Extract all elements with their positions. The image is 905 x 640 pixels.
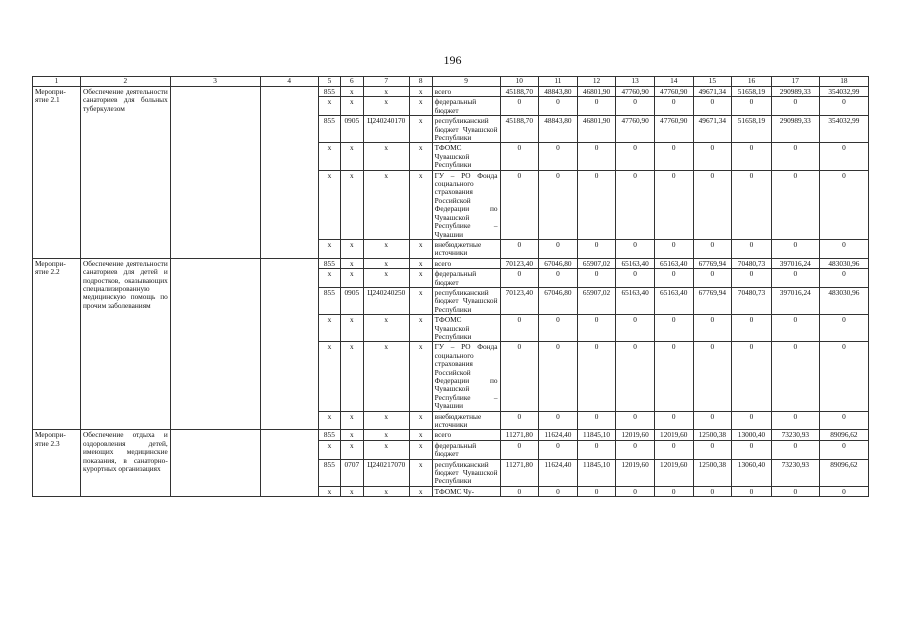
amount-cell: 45188,70	[500, 87, 539, 97]
expense-type-code: x	[409, 143, 432, 170]
amount-cell: 483030,96	[819, 258, 868, 268]
amount-cell: 0	[732, 315, 772, 342]
amount-cell: 0	[819, 239, 868, 258]
amount-cell: 483030,96	[819, 287, 868, 314]
target-article-code: x	[363, 258, 409, 268]
amount-cell: 11271,80	[500, 459, 539, 486]
expense-type-code: x	[409, 440, 432, 459]
grbs-code: 855	[318, 287, 340, 314]
amount-cell: 0	[771, 170, 819, 239]
amount-cell: 0	[693, 315, 732, 342]
amount-cell: 0	[539, 97, 578, 116]
amount-cell: 0	[539, 411, 578, 430]
amount-cell: 0	[577, 97, 616, 116]
amount-cell: 0	[616, 411, 655, 430]
section-code: x	[340, 97, 363, 116]
grbs-code: 855	[318, 430, 340, 440]
expense-type-code: x	[409, 459, 432, 486]
target-article-code: x	[363, 486, 409, 496]
grbs-code: 855	[318, 87, 340, 97]
amount-cell: 51658,19	[732, 87, 772, 97]
amount-cell: 0	[577, 269, 616, 288]
measure-id	[33, 258, 81, 430]
target-article-code: x	[363, 170, 409, 239]
funding-source: внебюджетные источники	[432, 411, 500, 430]
amount-cell: 51658,19	[732, 116, 772, 143]
amount-cell: 0	[693, 411, 732, 430]
amount-cell: 89096,62	[819, 430, 868, 440]
amount-cell: 0	[654, 97, 693, 116]
amount-cell: 0	[771, 411, 819, 430]
amount-cell: 46801,90	[577, 116, 616, 143]
expense-type-code: x	[409, 342, 432, 411]
grbs-code: x	[318, 97, 340, 116]
amount-cell: 65907,02	[577, 287, 616, 314]
target-article-code: Ц240217070	[363, 459, 409, 486]
section-code: x	[340, 430, 363, 440]
page-number: 196	[443, 53, 462, 67]
grbs-code: x	[318, 486, 340, 496]
grbs-code: x	[318, 269, 340, 288]
column-number-4: 4	[260, 77, 318, 87]
amount-cell: 49671,34	[693, 116, 732, 143]
grbs-code: 855	[318, 258, 340, 268]
funding-source: внебюджетные источники	[432, 239, 500, 258]
amount-cell: 0	[819, 411, 868, 430]
column-number-15: 15	[693, 77, 732, 87]
target-article-code: x	[363, 315, 409, 342]
measure-id-line: Меропри-	[35, 87, 66, 96]
measure-id	[33, 87, 81, 259]
expense-type-code: x	[409, 430, 432, 440]
amount-cell: 67769,94	[693, 287, 732, 314]
amount-cell: 0	[500, 269, 539, 288]
target-article-code: x	[363, 239, 409, 258]
amount-cell: 67769,94	[693, 258, 732, 268]
measure-name: Обеспечение отдыха и оздоровления детей, имеющих медицинские показания, в санаторно-курортных организациях	[81, 430, 171, 497]
amount-cell: 46801,90	[577, 87, 616, 97]
col-3-cell	[170, 258, 260, 430]
column-number-18: 18	[819, 77, 868, 87]
amount-cell: 0	[819, 170, 868, 239]
amount-cell: 12019,60	[616, 459, 655, 486]
funding-source: федеральный бюджет	[432, 97, 500, 116]
column-number-3: 3	[170, 77, 260, 87]
amount-cell: 0	[654, 143, 693, 170]
expense-type-code: x	[409, 411, 432, 430]
amount-cell: 0	[577, 411, 616, 430]
amount-cell: 47760,90	[616, 87, 655, 97]
amount-cell: 0	[539, 440, 578, 459]
amount-cell: 0	[616, 486, 655, 496]
funding-source: ГУ – РО Фонда социального страхования Российской Федерации по Чувашской Республике – Чувашии	[432, 170, 500, 239]
amount-cell: 0	[693, 97, 732, 116]
funding-source: ТФОМС Чувашской Республики	[432, 315, 500, 342]
amount-cell: 0	[616, 269, 655, 288]
amount-cell: 290989,33	[771, 87, 819, 97]
amount-cell: 67046,80	[539, 287, 578, 314]
amount-cell: 0	[616, 170, 655, 239]
amount-cell: 0	[616, 239, 655, 258]
amount-cell: 0	[500, 342, 539, 411]
amount-cell: 0	[539, 342, 578, 411]
funding-source: всего	[432, 430, 500, 440]
amount-cell: 0	[732, 411, 772, 430]
amount-cell: 0	[616, 440, 655, 459]
column-number-row	[33, 77, 869, 87]
table-row	[33, 430, 869, 440]
amount-cell: 0	[577, 486, 616, 496]
section-code: x	[340, 342, 363, 411]
column-number-10: 10	[500, 77, 539, 87]
amount-cell: 0	[771, 239, 819, 258]
grbs-code: x	[318, 239, 340, 258]
funding-source: всего	[432, 87, 500, 97]
amount-cell: 65163,40	[654, 258, 693, 268]
grbs-code: x	[318, 342, 340, 411]
amount-cell: 0	[577, 315, 616, 342]
column-number-5: 5	[318, 77, 340, 87]
amount-cell: 0	[654, 315, 693, 342]
column-number-2: 2	[81, 77, 171, 87]
amount-cell: 0	[693, 239, 732, 258]
amount-cell: 0	[577, 239, 616, 258]
section-code: x	[340, 87, 363, 97]
amount-cell: 13000,40	[732, 430, 772, 440]
grbs-code: x	[318, 143, 340, 170]
amount-cell: 0	[819, 269, 868, 288]
expense-type-code: x	[409, 87, 432, 97]
amount-cell: 0	[771, 143, 819, 170]
amount-cell: 11845,10	[577, 459, 616, 486]
amount-cell: 0	[500, 239, 539, 258]
amount-cell: 0	[539, 269, 578, 288]
column-number-16: 16	[732, 77, 772, 87]
amount-cell: 67046,80	[539, 258, 578, 268]
section-code: 0905	[340, 287, 363, 314]
col-3-cell	[170, 87, 260, 259]
amount-cell: 0	[732, 440, 772, 459]
amount-cell: 0	[500, 315, 539, 342]
amount-cell: 0	[693, 269, 732, 288]
amount-cell: 0	[500, 486, 539, 496]
amount-cell: 12019,60	[654, 430, 693, 440]
budget-table	[32, 76, 869, 497]
measure-id-line: ятие 2.1	[35, 95, 60, 105]
expense-type-code: x	[409, 116, 432, 143]
amount-cell: 0	[500, 440, 539, 459]
column-number-12: 12	[577, 77, 616, 87]
column-number-13: 13	[616, 77, 655, 87]
amount-cell: 0	[819, 143, 868, 170]
expense-type-code: x	[409, 258, 432, 268]
amount-cell: 0	[654, 170, 693, 239]
amount-cell: 0	[771, 315, 819, 342]
section-code: 0905	[340, 116, 363, 143]
amount-cell: 73230,93	[771, 459, 819, 486]
amount-cell: 0	[500, 143, 539, 170]
funding-source: всего	[432, 258, 500, 268]
amount-cell: 0	[577, 170, 616, 239]
amount-cell: 12500,38	[693, 430, 732, 440]
amount-cell: 0	[654, 342, 693, 411]
column-number-9: 9	[432, 77, 500, 87]
amount-cell: 0	[654, 486, 693, 496]
target-article-code: x	[363, 97, 409, 116]
amount-cell: 11845,10	[577, 430, 616, 440]
target-article-code: x	[363, 411, 409, 430]
amount-cell: 0	[732, 170, 772, 239]
target-article-code: Ц240240250	[363, 287, 409, 314]
amount-cell: 0	[577, 342, 616, 411]
funding-source: федеральный бюджет	[432, 269, 500, 288]
amount-cell: 45188,70	[500, 116, 539, 143]
section-code: x	[340, 269, 363, 288]
amount-cell: 65163,40	[654, 287, 693, 314]
amount-cell: 354032,99	[819, 87, 868, 97]
table-row	[33, 258, 869, 268]
amount-cell: 0	[500, 411, 539, 430]
expense-type-code: x	[409, 269, 432, 288]
amount-cell: 0	[616, 315, 655, 342]
amount-cell: 48843,80	[539, 116, 578, 143]
amount-cell: 397016,24	[771, 287, 819, 314]
grbs-code: 855	[318, 116, 340, 143]
amount-cell: 0	[539, 239, 578, 258]
funding-source: ТФОМС Чу-	[432, 486, 500, 496]
table-body	[33, 77, 869, 497]
measure-name: Обеспечение деятельности санаториев для больных туберкулезом	[81, 87, 171, 259]
amount-cell: 70480,73	[732, 287, 772, 314]
amount-cell: 0	[539, 143, 578, 170]
amount-cell: 11624,40	[539, 459, 578, 486]
amount-cell: 11624,40	[539, 430, 578, 440]
amount-cell: 0	[732, 486, 772, 496]
amount-cell: 70123,40	[500, 258, 539, 268]
target-article-code: x	[363, 342, 409, 411]
section-code: x	[340, 486, 363, 496]
amount-cell: 0	[819, 315, 868, 342]
amount-cell: 354032,99	[819, 116, 868, 143]
amount-cell: 0	[819, 440, 868, 459]
column-number-14: 14	[654, 77, 693, 87]
section-code: x	[340, 411, 363, 430]
amount-cell: 73230,93	[771, 430, 819, 440]
amount-cell: 0	[732, 143, 772, 170]
section-code: x	[340, 258, 363, 268]
amount-cell: 47760,90	[654, 116, 693, 143]
amount-cell: 0	[693, 486, 732, 496]
funding-source: республиканский бюджет Чувашской Республики	[432, 287, 500, 314]
funding-source: республиканский бюджет Чувашской Республики	[432, 116, 500, 143]
funding-source: ТФОМС Чувашской Республики	[432, 143, 500, 170]
target-article-code: Ц240240170	[363, 116, 409, 143]
section-code: x	[340, 170, 363, 239]
amount-cell: 290989,33	[771, 116, 819, 143]
amount-cell: 0	[616, 97, 655, 116]
amount-cell: 12019,60	[616, 430, 655, 440]
amount-cell: 47760,90	[616, 116, 655, 143]
measure-id-line: Меропри-	[35, 258, 66, 268]
column-number-7: 7	[363, 77, 409, 87]
amount-cell: 0	[500, 170, 539, 239]
amount-cell: 0	[693, 342, 732, 411]
target-article-code: x	[363, 440, 409, 459]
amount-cell: 89096,62	[819, 459, 868, 486]
amount-cell: 48843,80	[539, 87, 578, 97]
table-row	[33, 87, 869, 97]
measure-id-line: Меропри-	[35, 430, 66, 440]
amount-cell: 0	[654, 239, 693, 258]
expense-type-code: x	[409, 97, 432, 116]
amount-cell: 0	[693, 143, 732, 170]
amount-cell: 0	[500, 97, 539, 116]
amount-cell: 0	[539, 315, 578, 342]
column-number-6: 6	[340, 77, 363, 87]
expense-type-code: x	[409, 315, 432, 342]
amount-cell: 0	[819, 97, 868, 116]
column-number-8: 8	[409, 77, 432, 87]
target-article-code: x	[363, 269, 409, 288]
measure-id	[33, 430, 81, 497]
grbs-code: x	[318, 411, 340, 430]
grbs-code: x	[318, 440, 340, 459]
section-code: x	[340, 239, 363, 258]
section-code: x	[340, 315, 363, 342]
amount-cell: 0	[616, 143, 655, 170]
grbs-code: x	[318, 315, 340, 342]
amount-cell: 0	[732, 239, 772, 258]
amount-cell: 49671,34	[693, 87, 732, 97]
amount-cell: 65907,02	[577, 258, 616, 268]
funding-source: федеральный бюджет	[432, 440, 500, 459]
measure-id-line: ятие 2.3	[35, 438, 60, 448]
expense-type-code: x	[409, 239, 432, 258]
column-number-11: 11	[539, 77, 578, 87]
amount-cell: 0	[732, 342, 772, 411]
col-4-cell	[260, 430, 318, 497]
amount-cell: 0	[654, 440, 693, 459]
target-article-code: x	[363, 143, 409, 170]
amount-cell: 65163,40	[616, 287, 655, 314]
amount-cell: 65163,40	[616, 258, 655, 268]
funding-source: республиканский бюджет Чувашской Республики	[432, 459, 500, 486]
measure-name: Обеспечение деятельности санаториев для детей и подростков, оказывающих специализированную медицинскую помощь по прочим заболеваниям	[81, 258, 171, 430]
amount-cell: 0	[616, 342, 655, 411]
amount-cell: 0	[732, 97, 772, 116]
amount-cell: 13060,40	[732, 459, 772, 486]
grbs-code: x	[318, 170, 340, 239]
amount-cell: 0	[819, 342, 868, 411]
amount-cell: 0	[771, 486, 819, 496]
amount-cell: 0	[654, 269, 693, 288]
expense-type-code: x	[409, 287, 432, 314]
target-article-code: x	[363, 430, 409, 440]
amount-cell: 397016,24	[771, 258, 819, 268]
amount-cell: 12019,60	[654, 459, 693, 486]
col-4-cell	[260, 258, 318, 430]
expense-type-code: x	[409, 170, 432, 239]
amount-cell: 0	[693, 440, 732, 459]
amount-cell: 12500,38	[693, 459, 732, 486]
amount-cell: 0	[577, 440, 616, 459]
amount-cell: 70123,40	[500, 287, 539, 314]
amount-cell: 0	[693, 170, 732, 239]
amount-cell: 0	[654, 411, 693, 430]
measure-id-line: ятие 2.2	[35, 267, 60, 277]
amount-cell: 70480,73	[732, 258, 772, 268]
target-article-code: x	[363, 87, 409, 97]
expense-type-code: x	[409, 486, 432, 496]
section-code: x	[340, 143, 363, 170]
amount-cell: 11271,80	[500, 430, 539, 440]
section-code: 0707	[340, 459, 363, 486]
column-number-17: 17	[771, 77, 819, 87]
amount-cell: 0	[539, 486, 578, 496]
col-4-cell	[260, 87, 318, 259]
col-3-cell	[170, 430, 260, 497]
amount-cell: 0	[732, 269, 772, 288]
amount-cell: 0	[819, 486, 868, 496]
amount-cell: 0	[771, 342, 819, 411]
amount-cell: 0	[771, 440, 819, 459]
amount-cell: 0	[771, 97, 819, 116]
amount-cell: 0	[539, 170, 578, 239]
section-code: x	[340, 440, 363, 459]
amount-cell: 0	[577, 143, 616, 170]
funding-source: ГУ – РО Фонда социального страхования Российской Федерации по Чувашской Республике – Чувашии	[432, 342, 500, 411]
column-number-1: 1	[33, 77, 81, 87]
amount-cell: 0	[771, 269, 819, 288]
grbs-code: 855	[318, 459, 340, 486]
amount-cell: 47760,90	[654, 87, 693, 97]
